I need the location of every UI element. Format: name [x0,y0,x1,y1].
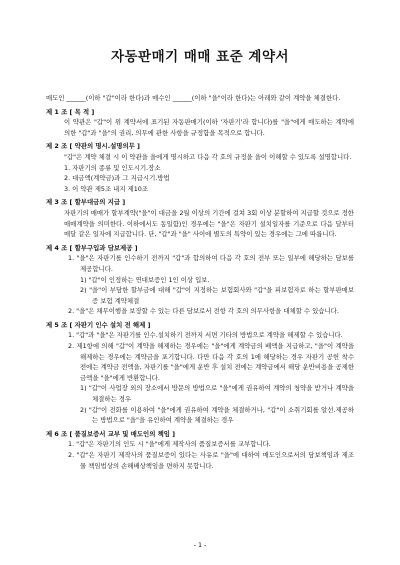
article-clause: 1. "갑"과 "을"은 자판기를 인수.설치하기 전까지 서면 기타의 방법으로 계약을 해제할 수 있습니다. [68,331,343,340]
article-clause: 1) "갑"이 인정하는 연대보증인 1인 이상 입보. [80,275,210,284]
article-clause: 2. "갑"은 자판기 제작사의 품질보증이 있다는 사유로 "을"에 대하여 매도인으로서의 담보책임과 제조물 책임법상의 손해배상책임을 면하지 못합니다. [68,451,354,470]
article-heading: 제 3 조 [ 할부대금의 지급 ] [46,198,126,207]
intro-paragraph: 매도인 ______(이하 "갑"이라 한다)과 매수인 ______(이하 "을"이라 한다)는 아래와 같이 계약을 체결한다. [46,94,341,102]
article-clause: 2) "을"이 부담한 할부금에 대해 "갑"이 지정하는 보험회사와 "갑"을 피보험자로 하는 할부판매보증 보험 계약체결 [80,286,354,305]
article-clause: 2. 대금액(계약금)과 그 지급시기.방법 [64,174,170,183]
article-heading: 제 4 조 [ 할부구입과 담보제공 ] [46,243,138,252]
article-clause: 2. "을"은 채무이행을 보장할 수 있는 다른 담보로서 전항 각 호의 의무사항을 대체할 수 있습니다. [68,307,339,316]
article-clause: 이 약관은 "갑"이 위 계약서에 표기된 자동판매기(이하 '자판기'라 합니다)를 "을"에게 매도하는 계약에 의한 "갑"과 "을"의 권리, 의무에 관한 사항을 규정함을 목적으로 합니다. [64,118,354,137]
page-number: - 1 - [193,541,207,549]
article-clause: "갑"은 계약 체결 시 이 약관을 을에게 명시하고 다음 각 호의 규정을 을이 이해할 수 있도록 설명합니다. [64,152,352,161]
article-heading: 제 6 조 [ 품질보증서 교부 및 매도인의 책임 ] [46,429,176,438]
article-clause: 1. "을"은 자판기를 인수하기 전까지 "갑"과 합의하여 다음 각 호의 전부 또는 일부에 해당하는 담보를 제공합니다. [68,254,354,273]
article-clause: 자판기의 매매가 할부계약("을"이 대금을 2월 이상의 기간에 걸쳐 3회 이상 분할하여 지급할 것으로 정한 매매계약을 의미한다. 이하에서도 동일함)인 경우에는 "을"은 자판기 설치일자를 기준으로 다음 달부터 매달 같은 일자에 지급합니다. 단, "갑"과 "을" 사이에 별도의 특약이 있는 경우에는 그에 따릅니다. [64,208,354,239]
article-clause: 1) "갑"이 사업장 외의 장소에서 방문의 방법으로 "을"에게 권유하여 계약의 청약을 받거나 계약을 체결하는 경우 [80,384,354,404]
article-heading: 제 5 조 [ 자판기 인수 설치 전 해제 ] [46,320,151,329]
document-title: 자동판매기 매매 표준 계약서 [110,49,290,65]
article-clause: 2) "갑"이 전화를 이용하여 "을"에게 권유하여 계약을 체결하거나, "갑"이 소취기회를 알선.제공하는 방법으로 "을"을 유인하여 계약을 체결하는 경우 [80,405,354,425]
document-body [46,93,354,471]
article-clause: 3. 이 약관 제5조 내지 제10조 [64,184,149,193]
article-clause: 1. "갑"은 자판기의 인도 시 "을"에게 제작사의 품질보증서를 교부합니다. [68,440,271,449]
article-clause: 2. 제1항에 의해 "갑"이 계약을 해제하는 경우에는 "을"에게 계약금의 배액을 지급하고, "을"이 계약을 해제하는 경우에는 계약금을 포기합니다. 다만 다음 각 호의 1에 해당하는 경우 자판기 공헌 착수 전에는 계약금 전액을, 자판기를 "을"에게 운반 후 설치 전에는 계약금에서 해당 운반비용을 공제한 금액을 "을"에게 반환합니다. [68,342,354,382]
article-clause: 1. 자판기의 종류 및 인도시기.장소 [64,163,161,172]
article-heading: 제 2 조 [ 약관의 명시.설명의무 ] [46,142,140,151]
article-heading: 제 1 조 [ 목 적 ] [46,107,95,116]
